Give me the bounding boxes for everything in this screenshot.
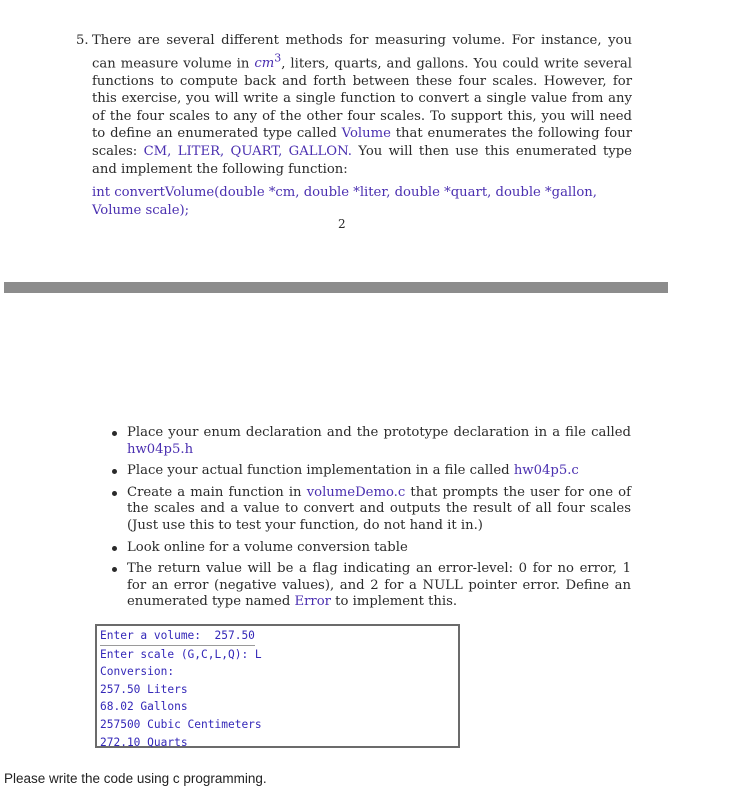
bullet-highlight: hw04p5.c xyxy=(513,463,579,479)
problem-intro: There are several different methods for measuring volume. For instance, you can measure volume in xyxy=(92,33,632,71)
problem-description xyxy=(92,32,632,178)
console-line: Enter a volume: 257.50 xyxy=(100,627,255,646)
bullet-highlight: hw04p5.h xyxy=(127,441,194,457)
bullet-highlight: volumeDemo.c xyxy=(306,484,406,500)
problem-enum-text: that enumerates the following four scales: xyxy=(92,126,632,159)
console-line: Enter scale (G,C,L,Q): L xyxy=(100,647,262,661)
bullet-dot-icon xyxy=(112,431,117,436)
page-number: 2 xyxy=(338,217,346,231)
bullet-text: Place your enum declaration and the prototype declaration in a file called xyxy=(127,425,631,440)
problem-number: 5. xyxy=(76,33,89,48)
function-prototype: int convertVolume(double *cm, double *liter, double *quart, double *gallon, Volume scale); xyxy=(92,185,597,218)
volume-type-name: Volume xyxy=(341,126,391,142)
bullet-text-end: to implement this. xyxy=(330,594,458,610)
page-divider xyxy=(4,282,668,293)
scale-list: CM, LITER, QUART, GALLON. xyxy=(143,143,352,159)
bullet-dot-icon xyxy=(112,469,117,474)
bullet-dot-icon xyxy=(112,546,117,551)
cm-unit: $cm^3$ xyxy=(254,51,282,71)
bullet-text: Place your actual function implementation in a file called xyxy=(127,463,514,479)
bullet-highlight: Error xyxy=(294,594,331,610)
bullet-item xyxy=(111,485,631,535)
console-line: 257.50 Liters xyxy=(100,682,188,696)
sample-output-console xyxy=(95,624,460,748)
bullet-text: Create a main function in xyxy=(127,484,307,500)
bullet-item xyxy=(111,425,631,458)
cm-exponent: 3 xyxy=(274,51,282,65)
console-line: 257500 Cubic Centimeters xyxy=(100,717,262,731)
bullet-item xyxy=(111,561,631,611)
bullet-dot-icon xyxy=(112,491,117,496)
bullet-item xyxy=(111,463,631,480)
console-line: 272.10 Quarts xyxy=(100,735,188,749)
instruction-list xyxy=(111,425,631,616)
footer-note: Please write the code using c programming. xyxy=(4,771,267,786)
problem-end: You will then use this enumerated type and implement the following function: xyxy=(92,143,632,177)
problem-mid: , liters, quarts, and gallons. You could write several functions to compute back and forth between these four scales. However, for this exercise, you will write a single function to convert a single value from any of the four scales to any of the other four scales. To support this, you will need to define an enumerated type called xyxy=(92,55,632,142)
bullet-text: Look online for a volume conversion table xyxy=(127,539,408,555)
console-line: 68.02 Gallons xyxy=(100,700,188,714)
bullet-text-end: that prompts the user for one of the scales and a value to convert and outputs the result of all four scales (Just use this to test your function, do not hand it in.) xyxy=(127,484,631,533)
bullet-item xyxy=(111,540,631,557)
console-line: Conversion: xyxy=(100,665,175,679)
bullet-text: The return value will be a flag indicating an error-level: 0 for no error, 1 for an error (negative values), and 2 for a NULL pointer error. Define an enumerated type named xyxy=(127,561,631,610)
problem-5 xyxy=(76,32,632,219)
bullet-dot-icon xyxy=(112,567,117,572)
